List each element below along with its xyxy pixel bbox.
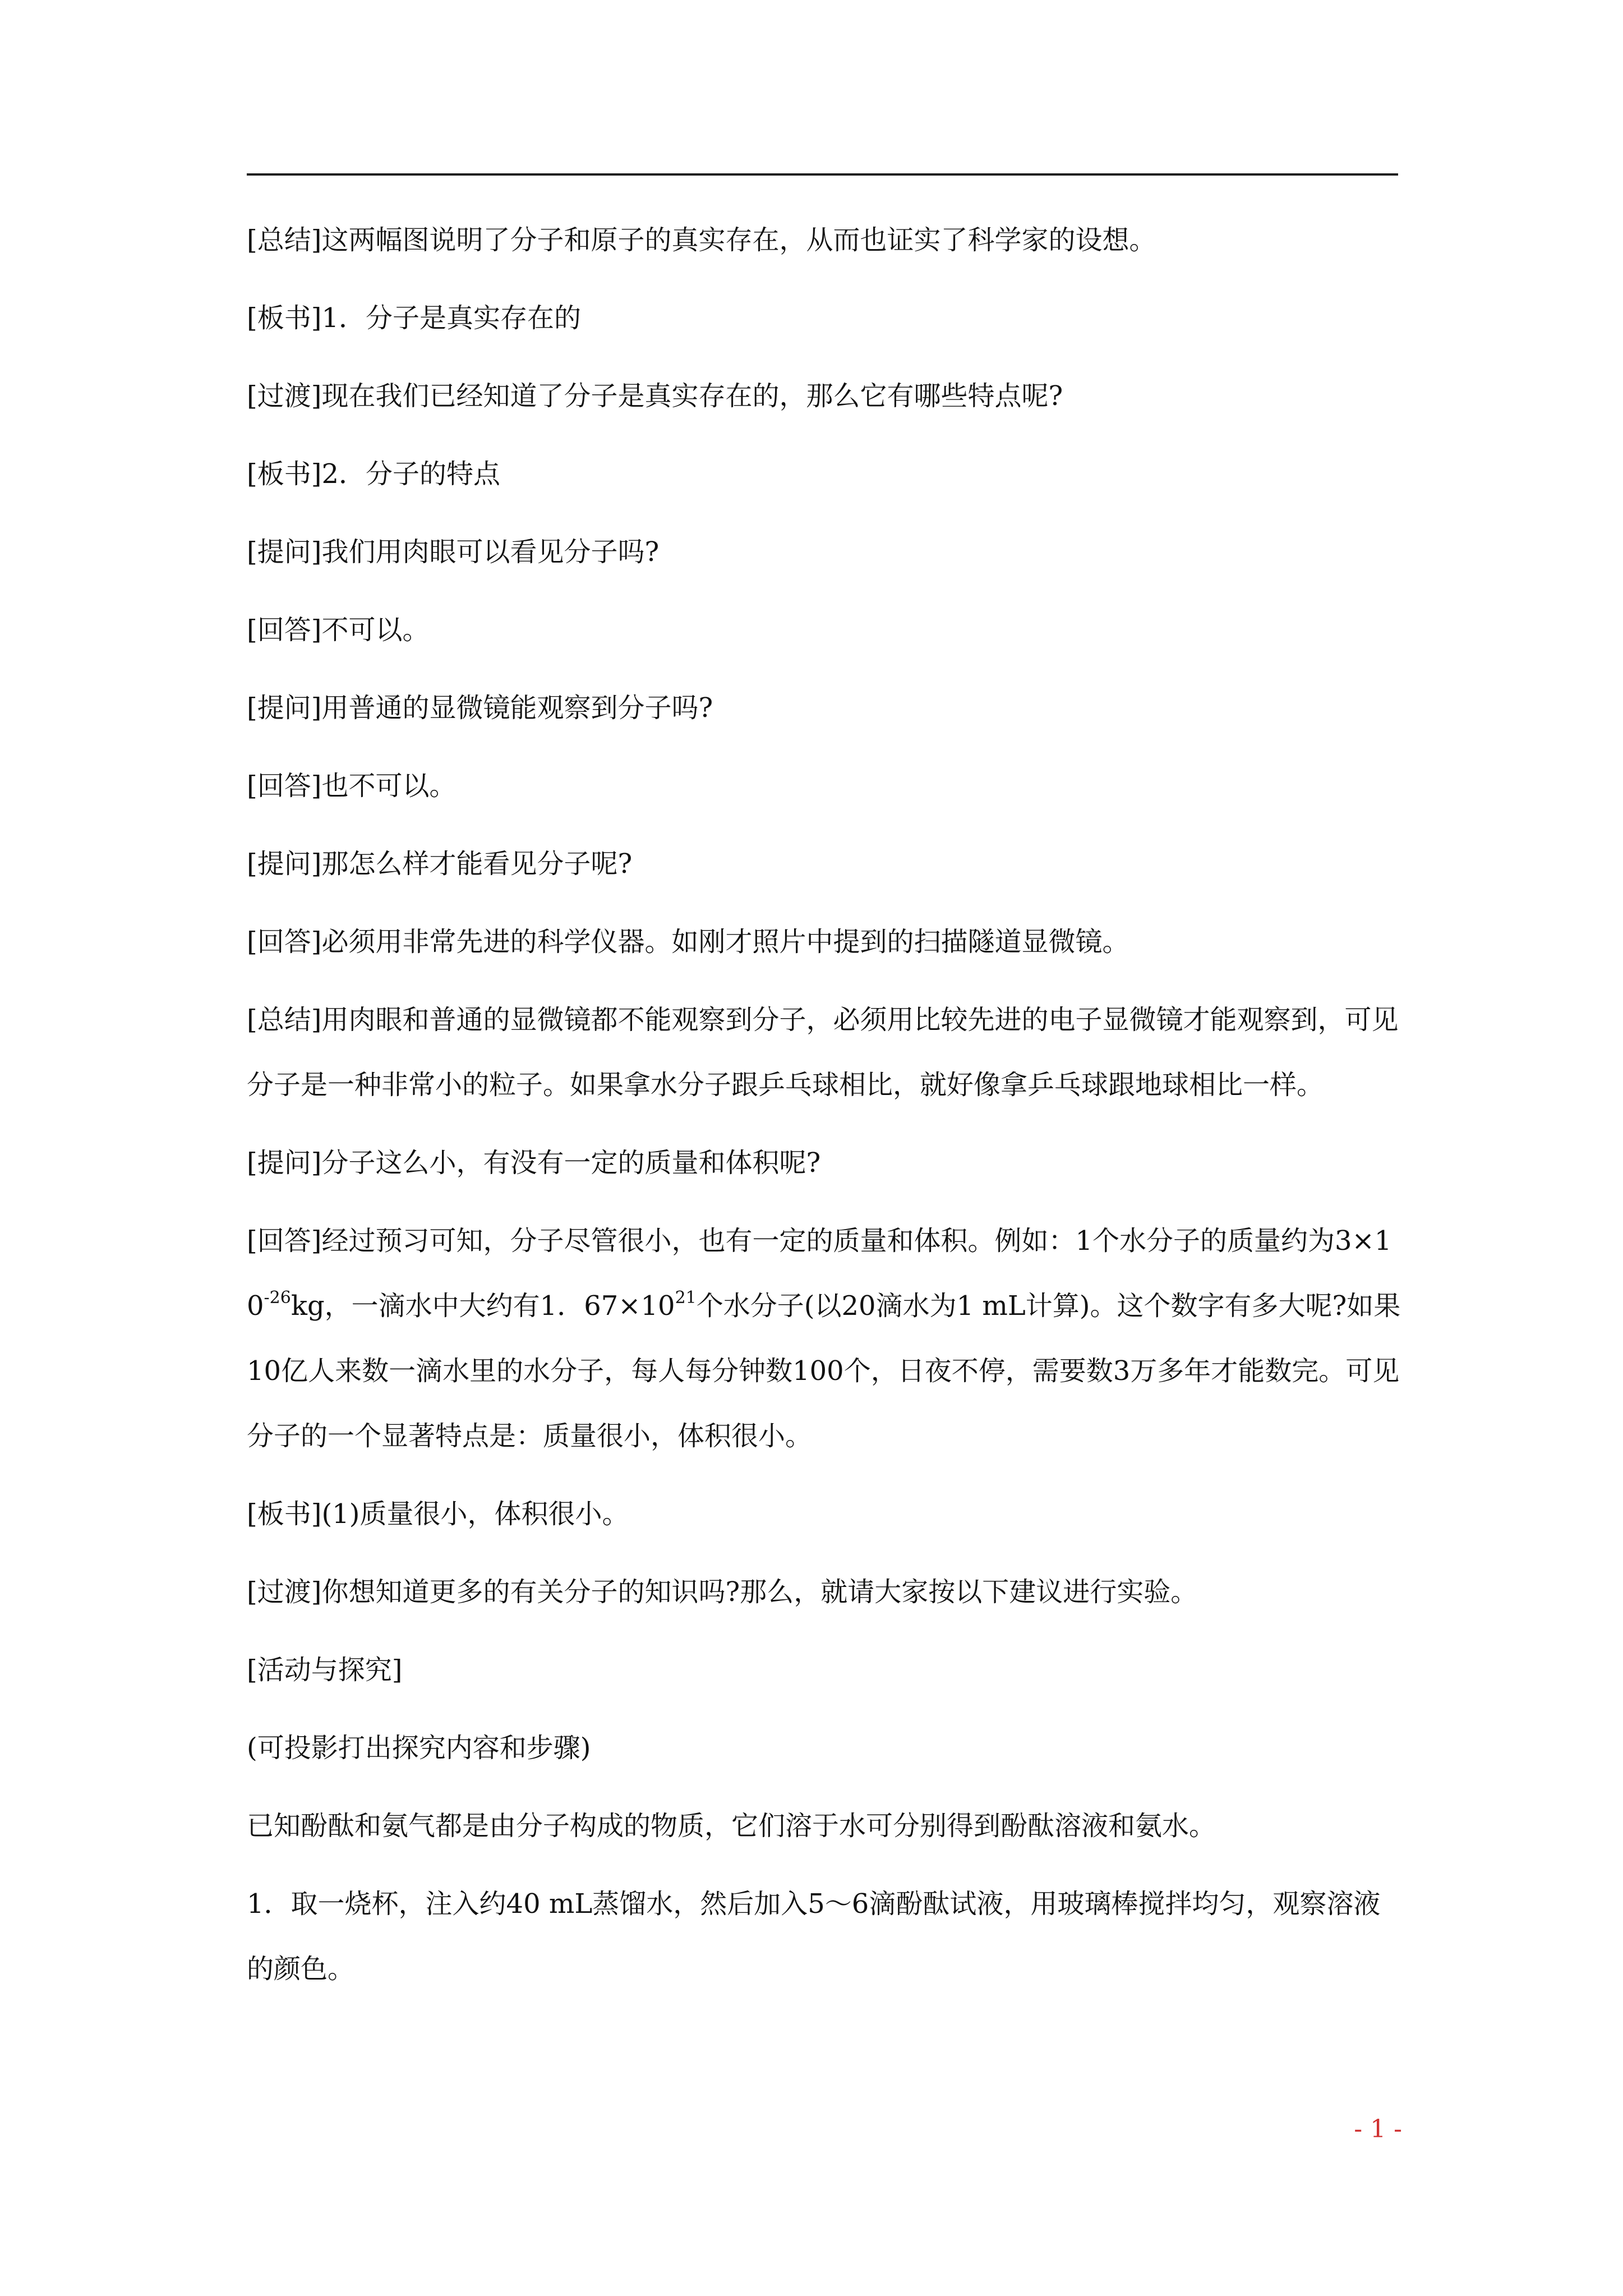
answer-4-part-1: [回答]经过预习可知，分子尽管很小，也有一定的质量和体积。例如：1个水分子的质量约为3×10	[247, 1225, 1392, 1322]
answer-4-part-2: kg，一滴水中大约有1．67×10	[291, 1290, 675, 1322]
paragraph-summary-2: [总结]用肉眼和普通的显微镜都不能观察到分子，必须用比较先进的电子显微镜才能观察到，可见分子是一种非常小的粒子。如果拿水分子跟乒乓球相比，就好像拿乒乓球跟地球相比一样。	[247, 1004, 1399, 1101]
paragraph-question-1: [提问]我们用肉眼可以看见分子吗?	[247, 536, 660, 568]
paragraph-step-1: 1．取一烧杯，注入约40 mL蒸馏水，然后加入5～6滴酚酞试液，用玻璃棒搅拌均匀，观察溶液的颜色。	[247, 1888, 1381, 1985]
paragraph-board-3: [板书](1)质量很小，体积很小。	[247, 1498, 629, 1530]
paragraph-answer-1: [回答]不可以。	[247, 614, 430, 646]
paragraph-transition-1: [过渡]现在我们已经知道了分子是真实存在的，那么它有哪些特点呢?	[247, 380, 1063, 412]
paragraph-question-4: [提问]分子这么小，有没有一定的质量和体积呢?	[247, 1147, 821, 1179]
paragraph-projection-note: (可投影打出探究内容和步骤)	[247, 1732, 591, 1764]
paragraph-activity-heading: [活动与探究]	[247, 1654, 403, 1686]
paragraph-board-1: [板书]1．分子是真实存在的	[247, 302, 581, 334]
paragraph-answer-4	[247, 1208, 1402, 1469]
paragraph-answer-2: [回答]也不可以。	[247, 770, 457, 802]
paragraph-answer-3: [回答]必须用非常先进的科学仪器。如刚才照片中提到的扫描隧道显微镜。	[247, 926, 1129, 958]
paragraph-board-2: [板书]2．分子的特点	[247, 458, 500, 490]
paragraph-known-facts: 已知酚酞和氨气都是由分子构成的物质，它们溶于水可分别得到酚酞溶液和氨水。	[247, 1810, 1216, 1842]
paragraph-transition-2: [过渡]你想知道更多的有关分子的知识吗?那么，就请大家按以下建议进行实验。	[247, 1576, 1198, 1608]
page-number: - 1 -	[1354, 2115, 1402, 2143]
header-rule	[247, 173, 1398, 176]
answer-4-exponent-2: 21	[675, 1288, 697, 1308]
paragraph-question-2: [提问]用普通的显微镜能观察到分子吗?	[247, 692, 713, 724]
paragraph-question-3: [提问]那怎么样才能看见分子呢?	[247, 848, 633, 880]
document-body	[247, 208, 1402, 2014]
paragraph-summary-1: [总结]这两幅图说明了分子和原子的真实存在，从而也证实了科学家的设想。	[247, 224, 1156, 256]
answer-4-part-3: 个水分子(以20滴水为1 mL计算)。这个数字有多大呢?如果10亿人来数一滴水里的水分子，每人每分钟数100个，日夜不停，需要数3万多年才能数完。可见分子的一个显著特点是：质量很小，体积很小。	[247, 1290, 1401, 1452]
answer-4-exponent-1: -26	[264, 1288, 291, 1308]
